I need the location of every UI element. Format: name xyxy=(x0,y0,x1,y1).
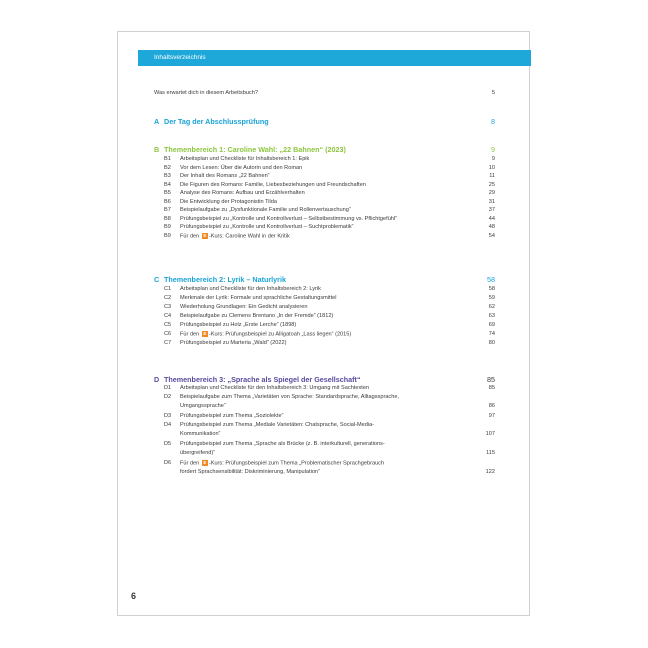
toc-entry-code: D4 xyxy=(164,422,172,428)
toc-entry-code: C3 xyxy=(164,304,172,310)
document-page xyxy=(117,31,530,616)
header-title: Inhaltsverzeichnis xyxy=(154,54,206,61)
section-page: 85 xyxy=(487,375,495,384)
section-letter: B xyxy=(154,145,160,154)
toc-entry-code: B1 xyxy=(164,156,171,162)
toc-entry-title: Prüfungsbeispiel zu Holz „Erste Lerche“ (1898) xyxy=(180,322,297,328)
section-letter: A xyxy=(154,117,160,126)
header-bar xyxy=(138,50,531,66)
toc-entry-code: B3 xyxy=(164,173,171,179)
toc-entry-code: C1 xyxy=(164,286,172,292)
e-course-badge: E xyxy=(203,232,207,238)
section-title: Themenbereich 1: Caroline Wahl: „22 Bahnen“ (2023) xyxy=(164,145,346,154)
toc-entry-title-continued: übergreifend)“ xyxy=(180,450,216,456)
section-letter: D xyxy=(154,375,160,384)
section-letter: C xyxy=(154,275,160,284)
toc-entry-code: B6 xyxy=(164,198,171,205)
toc-entry-page: 44 xyxy=(488,215,495,222)
entry-text-post: -Kurs: Caroline Wahl in der Kritik xyxy=(208,232,290,239)
toc-entry-page: 59 xyxy=(488,295,495,301)
toc-entry-title: Die Entwicklung der Protagonistin Tilda xyxy=(180,198,278,205)
entry-text-pre: Für den xyxy=(180,331,201,338)
section-page: 58 xyxy=(487,275,495,284)
toc-entry-title: Prüfungsbeispiel zu Marteria „Wald“ (2022) xyxy=(180,340,287,346)
toc-entry-page: 48 xyxy=(488,224,495,230)
toc-entry-page: 74 xyxy=(488,331,495,337)
toc-entry-page: 58 xyxy=(488,286,495,292)
toc-entry-title-continued: fordert Sprachsensibilität: Diskriminierung, Manipulation“ xyxy=(180,469,320,475)
toc-entry-code: C2 xyxy=(164,295,172,301)
toc-entry-title: Wiederholung Grundlagen: Ein Gedicht analysieren xyxy=(180,304,308,310)
toc-entry-title: Prüfungsbeispiel zum Thema „Mediale Varietäten: Chatsprache, Social-Media- xyxy=(180,422,375,428)
toc-entry-page: 62 xyxy=(488,304,495,310)
toc-entry-title-continued: Kommunikation“ xyxy=(180,431,221,437)
toc-entry-page: 37 xyxy=(488,207,495,213)
toc-entry-page: 5 xyxy=(491,90,495,96)
toc-entry-code: B9 xyxy=(164,232,171,239)
toc-entry-code: C4 xyxy=(164,313,172,319)
toc-entry-title: Prüfungsbeispiel zu „Kontrolle und Kontrollverlust – Selbstbestimmung vs. Pflichtgefühl“ xyxy=(180,215,398,222)
toc-entry-page: 86 xyxy=(488,403,495,409)
toc-entry-title: Beispielaufgabe zum Thema „Varietäten von Sprache: Standardsprache, Alltagssprache, xyxy=(180,394,400,400)
e-course-badge: E xyxy=(203,331,207,336)
toc-entry-code: D1 xyxy=(164,385,172,391)
toc-entry-page: 9 xyxy=(491,156,495,162)
toc-entry-title xyxy=(180,233,470,241)
toc-entry-title: Was erwartet dich in diesem Arbeitsbuch? xyxy=(154,90,258,96)
toc-entry-title: Prüfungsbeispiel zu „Kontrolle und Kontrollverlust – Suchtproblematik“ xyxy=(180,224,354,230)
toc-entry-title-continued: Umgangssprache“ xyxy=(180,403,226,409)
toc-entry-page: 25 xyxy=(488,181,495,188)
toc-entry-title: Vor dem Lesen: Über die Autorin und den Roman xyxy=(180,164,303,171)
toc-entry-title: Prüfungsbeispiel zum Thema „Sprache als Brücke (z. B. interkulturell, generations- xyxy=(180,441,385,447)
entry-text-pre: Für den xyxy=(180,232,201,239)
toc-entry-code: B7 xyxy=(164,207,171,213)
e-course-badge: E xyxy=(203,460,207,465)
entry-text-post: -Kurs: Prüfungsbeispiel zu Alligatoah „Lass liegen“ (2015) xyxy=(208,331,352,338)
page-number: 6 xyxy=(131,591,137,601)
toc-entry-title: Der Inhalt des Romans „22 Bahnen“ xyxy=(180,173,270,179)
toc-entry-title: Arbeitsplan und Checkliste für den Inhaltsbereich 2: Lyrik xyxy=(180,286,321,292)
toc-entry-title: Arbeitsplan und Checkliste für Inhaltsbereich 1: Epik xyxy=(180,156,310,162)
toc-entry-code: D5 xyxy=(164,441,172,447)
entry-text-post: -Kurs: Prüfungsbeispiel zum Thema „Problematischer Sprachgebrauch xyxy=(208,460,385,467)
toc-entry-code: B9 xyxy=(164,224,171,230)
toc-entry-page: 31 xyxy=(488,198,495,205)
toc-entry-code: D3 xyxy=(164,413,172,419)
toc-entry-page: 97 xyxy=(488,413,495,419)
toc-entry-page: 80 xyxy=(488,340,495,346)
toc-entry-code: D6 xyxy=(164,460,172,466)
section-title: Der Tag der Abschlussprüfung xyxy=(164,117,269,126)
toc-entry-page: 115 xyxy=(486,450,495,456)
toc-entry-title: Beispielaufgabe zu „Dysfunktionale Familie und Rollenvertauschung“ xyxy=(180,207,351,213)
toc-entry-title: Merkmale der Lyrik: Formale und sprachliche Gestaltungsmittel xyxy=(180,295,337,301)
entry-text-pre: Für den xyxy=(180,460,201,467)
toc-entry-title xyxy=(180,460,470,468)
toc-entry-page: 69 xyxy=(488,322,495,328)
toc-entry-page: 122 xyxy=(485,469,495,475)
section-page: 9 xyxy=(491,145,495,154)
section-page: 8 xyxy=(491,117,495,126)
toc-entry-page: 10 xyxy=(488,164,495,171)
toc-entry-page: 29 xyxy=(488,190,495,196)
toc-entry-title: Prüfungsbeispiel zum Thema „Soziolekte“ xyxy=(180,413,284,419)
toc-entry-page: 85 xyxy=(488,385,495,391)
toc-entry-code: C7 xyxy=(164,340,172,346)
toc-entry-title: Arbeitsplan und Checkliste für den Inhaltsbereich 3: Umgang mit Sachtexten xyxy=(180,385,370,391)
toc-entry-title: Beispielaufgabe zu Clemens Brentano „In der Fremde“ (1812) xyxy=(180,313,334,319)
toc-entry-code: B4 xyxy=(164,181,171,188)
toc-entry-code: B2 xyxy=(164,164,171,171)
toc-entry-page: 54 xyxy=(488,232,495,239)
toc-entry-code: C5 xyxy=(164,322,172,328)
toc-entry-title xyxy=(180,331,470,339)
toc-entry-code: D2 xyxy=(164,394,172,400)
toc-entry-code: B8 xyxy=(164,215,171,222)
section-title: Themenbereich 3: „Sprache als Spiegel der Gesellschaft“ xyxy=(164,375,361,384)
toc-entry-code: B5 xyxy=(164,190,171,196)
toc-entry-title: Die Figuren des Romans: Familie, Liebesbeziehungen und Freundschaften xyxy=(180,181,366,188)
toc-entry-title: Analyse des Romans: Aufbau und Erzählverhalten xyxy=(180,190,305,196)
section-title: Themenbereich 2: Lyrik – Naturlyrik xyxy=(164,275,286,284)
toc-entry-page: 63 xyxy=(488,313,495,319)
toc-entry-page: 11 xyxy=(489,173,495,179)
toc-entry-code: C6 xyxy=(164,331,172,337)
toc-entry-page: 107 xyxy=(485,431,495,437)
